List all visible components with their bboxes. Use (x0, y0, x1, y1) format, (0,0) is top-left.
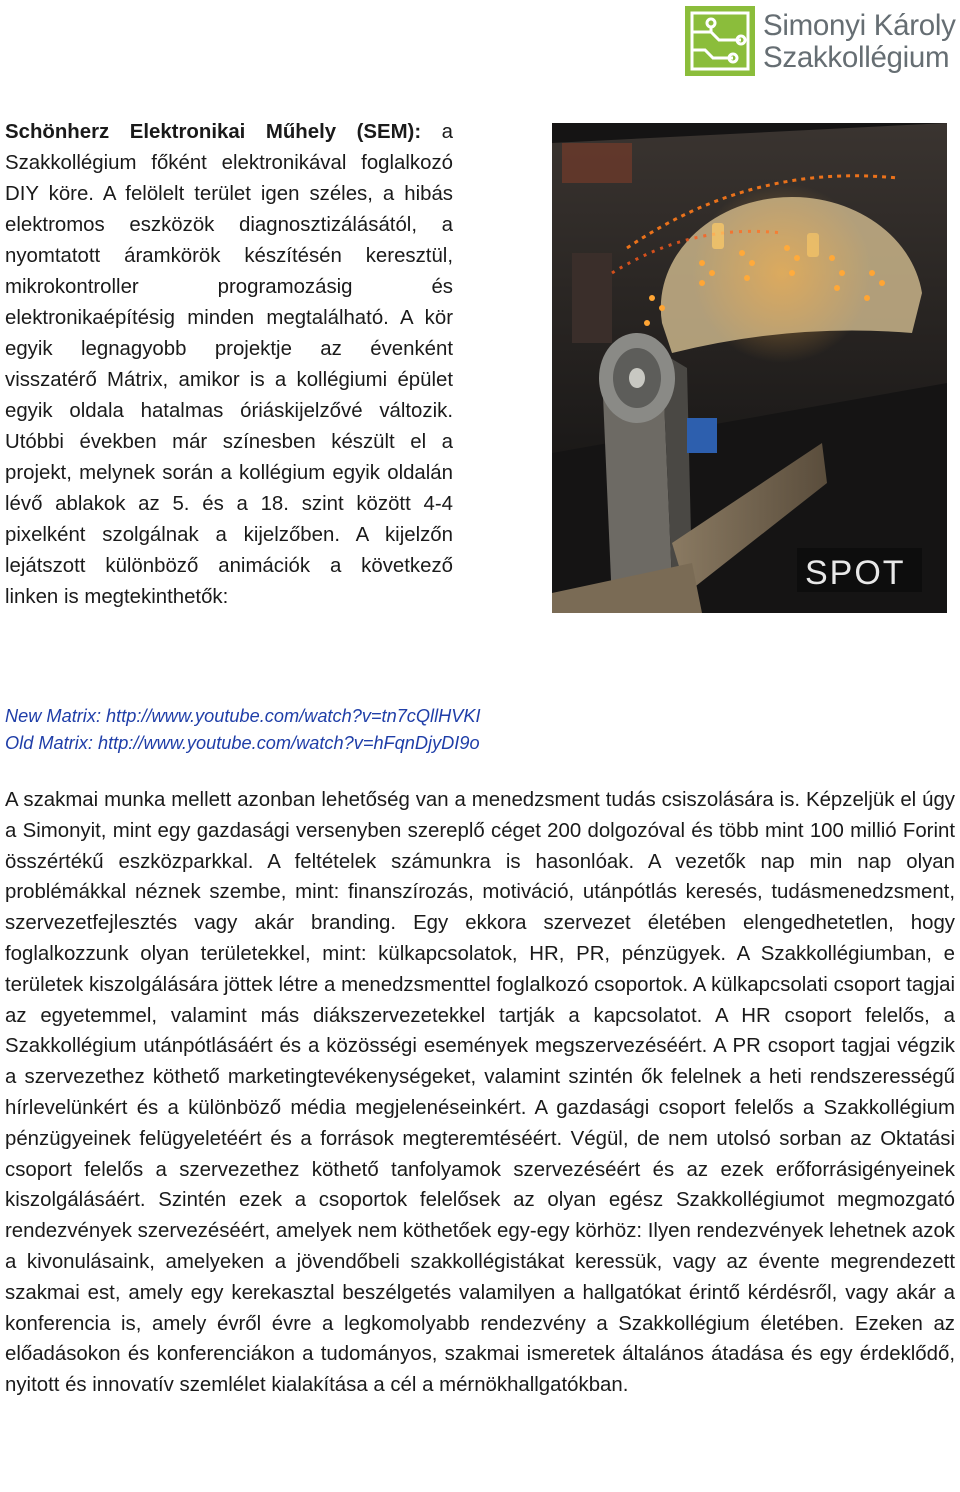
logo-line-2: Szakkollégium (763, 41, 950, 74)
new-matrix-link[interactable]: New Matrix: http://www.youtube.com/watch?v=tn7cQllHVKI (5, 706, 481, 726)
simonyi-logo (685, 6, 956, 78)
pov-display-photo (552, 123, 947, 613)
sem-title: Schönherz Elektronikai Műhely (SEM): (5, 121, 422, 143)
matrix-links (5, 703, 481, 757)
logo-line-1: Simonyi Károly (763, 9, 956, 42)
old-matrix-link[interactable]: Old Matrix: http://www.youtube.com/watch?v=hFqnDjyDI9o (5, 733, 480, 753)
logo-wordmark (763, 10, 956, 74)
circuit-logo-icon (685, 6, 755, 76)
sem-text: a Szakkollégium főként elektronikával foglalkozó DIY köre. A felölelt terület igen széles, a hibás elektromos eszközök diagnosztizálásától, a nyomtatott áramkörök készítésén keresztül, mikrokontroller programozásig és elektronikaépítésig minden megtalálható. A kör egyik legnagyobb projektje az évenként visszatérő Mátrix, amikor is a kollégiumi épület egyik oldala hatalmas óriáskijelzővé változik. Utóbbi években már színesben készült el a projekt, melynek során a kollégium egyik oldalán lévő ablakok az 5. és a 18. szint között 4-4 pixelként szolgálnak a kijelzőben. A kijelzőn lejátszott különböző animációk a következő linken is megtekinthetők: (5, 121, 454, 608)
photo-illustration (552, 123, 947, 613)
management-paragraph: A szakmai munka mellett azonban lehetőség van a menedzsment tudás csiszolására is. Képzeljük el úgy a Simonyit, mint egy gazdasági versenyben szereplő céget 200 dolgozóval és több mint 100 millió Forint összértékű eszközparkkal. A feltételek számunkra is hasonlóak. A vezetők nap min nap olyan problémákkal néznek szembe, mint: finanszírozás, motiváció, utánpótlás keresés, tudásmenedzsment, szervezetfejlesztés vagy akár branding. Egy ekkora szervezet életében elengedhetetlen, hogy foglalkozzunk olyan területekkel, mint: külkapcsolatok, HR, PR, pénzügyek. A Szakkollégiumban, e területek kiszolgálására jöttek létre a menedzsmenttel foglalkozó csoportok. A külkapcsolati csoport tagjai az egyetemmel, valamint más diákszervezetekkel tartják a kapcsolatot. A HR csoport felelős, a Szakkollégium utánpótlásáért és a közösségi események megszervezéséért. A PR csoport tagjai végzik a szervezethez köthető marketingtevékenységeket, valamint szintén ők felelnek a heti rendszerességű hírlevelünkért és a különböző média megjelenéseinkért. A gazdasági csoport felelős a Szakkollégium pénzügyeinek felügyeletéért és a források megteremtéséért. Végül, de nem utolsó sorban az Oktatási csoport felelős a szervezethez köthető tanfolyamok szervezéséért és az ezek erőforrásigényeinek kiszolgálásáért. Szintén ezek a csoportok felelősek az olyan egész Szakkollégiumot megmozgató rendezvények szervezéséért, amelyek nem köthetőek egy-egy körhöz: Ilyen rendezvények lehetnek azok a kivonulásaink, amelyeken a jövendőbeli szakkollégistákat keressük, vagy az évente megrendezett szakmai est, amely egy kerekasztal beszélgetés valamilyen a hallgatókat érintő kérdésről, vagy akár a konferencia is, amely évről évre a legkomolyabb rendezvény a Szakkollégium életében. Ezeken az előadásokon és konferenciákon a tudományos, szakmai ismeretek általános átadása és egy érdeklődő, nyitott és innovatív szemlélet kialakítása a cél a mérnökhallgatókban. (5, 789, 955, 1397)
spot-watermark: SPOT (805, 554, 906, 592)
sem-description (5, 117, 453, 613)
